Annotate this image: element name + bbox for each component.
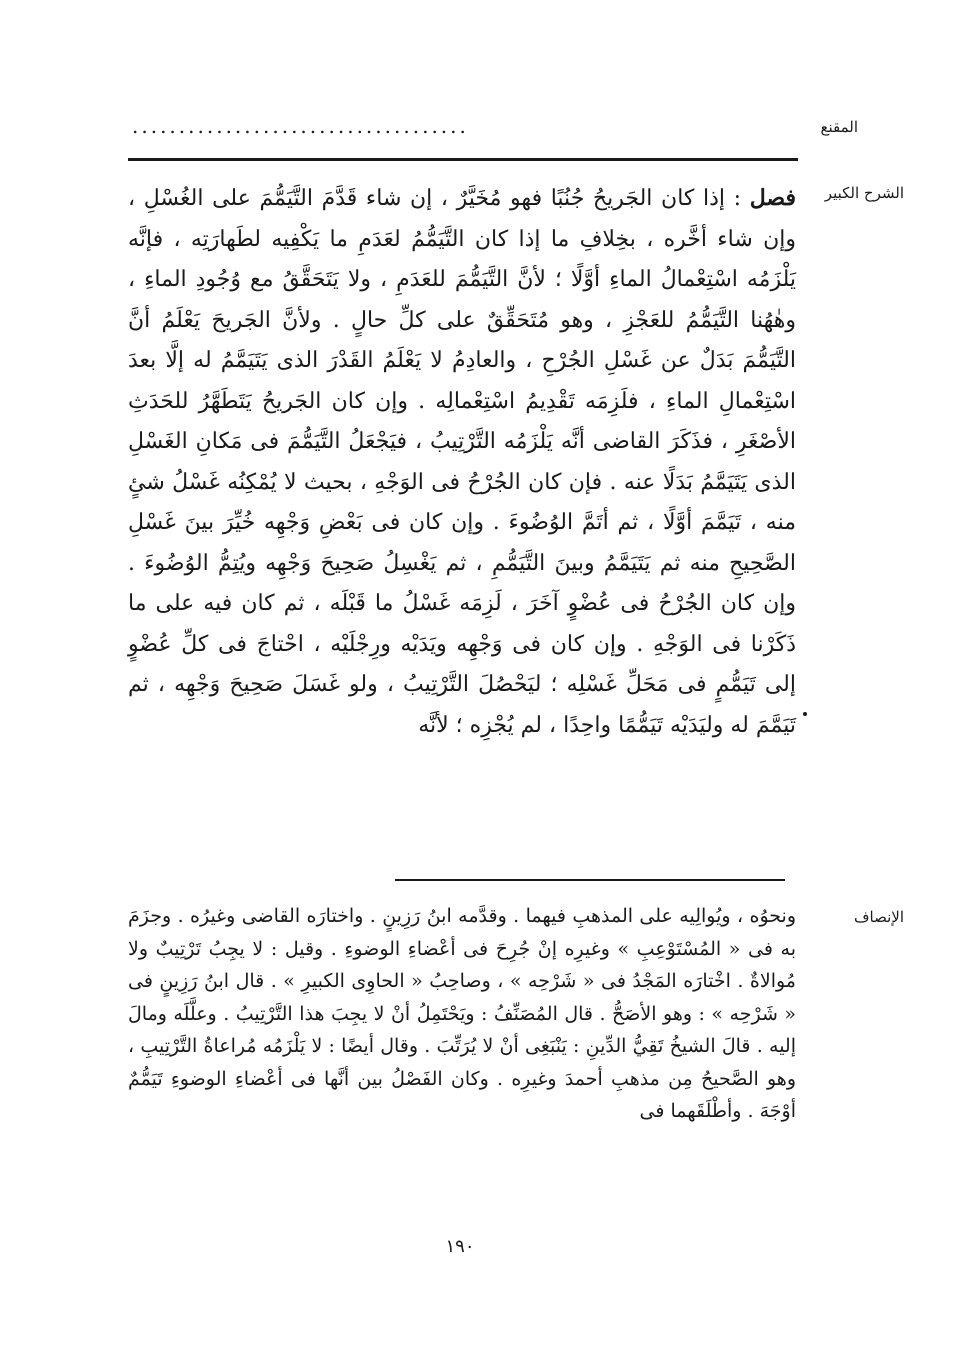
chapter-lead-word: فصل	[749, 185, 796, 211]
margin-mark	[803, 712, 807, 716]
section-label-insaf: الإنصاف	[853, 908, 904, 926]
page-number: ١٩٠	[445, 1236, 475, 1257]
header-dot-leader: ....................................	[132, 114, 469, 138]
header-rule	[128, 158, 798, 161]
insaf-text: ونحوُه ، ويُوالِيه على المذهبِ فيهما . وقدَّمه ابنُ رَزِينٍ . واختارَه القاضى وغيرُه . وجزَمَ به فى « المُسْتَوْعِبِ » وغيرِه إنْ جُرِحَ فى أعْضاءِ الوضوءِ . وقيل : لا يجِبُ تَرْتِيبٌ ولا مُوالاةٌ . اخْتارَه المَجْدُ فى « شَرْحِه » ، وصاحِبُ « الحاوِى الكبيرِ » . قال ابنُ رَزِينٍ فى « شَرْحِه » : وهو الأصَحُّ . قال المُصَنِّفُ : ويَحْتَمِلُ أنْ لا يجِبَ هذا التَّرْتِيبُ . وعلَّلَه ومالَ إليه . قالَ الشيخُ تَقِيُّ الدِّينِ : يَنْبَغِى أنْ لا يُرَتِّبَ . وقال أيضًا : لا يَلْزَمُه مُراعاةُ التَّرْتِيبِ ، وهو الصَّحيحُ مِن مذهبِ أحمدَ وغيرِه . وكان الفَصْلُ بين أنَّها فى أعْضاءِ الوضوءِ تَيَمُّمٌ أوْجَهَ . وأطْلَقَهما فى	[128, 905, 796, 1122]
footnote-separator	[395, 879, 785, 881]
section-label-sharh: الشرح الكبير	[824, 184, 904, 202]
book-title: المقنع	[820, 118, 858, 136]
main-text-body: : إذا كان الجَريحُ جُنُبًا فهو مُخَيَّرٌ ، إن شاء قَدَّمَ التَّيَمُّمَ على الغُسْلِ ، وإن شاء أخَّره ، بخِلافِ ما إذا كان التَّيَمُّمُ لعَدَمِ ما يَكْفِيه لطَهارَتِه ، فإنَّه يَلْزَمُه اسْتِعْمالُ الماءِ أوَّلًا ؛ لأنَّ التَّيَمُّمَ للعَدَمِ ، ولا يَتَحَقَّقُ مع وُجُودِ الماءِ ، وهٰهُنا التَّيَمُّمُ للعَجْزِ ، وهو مُتَحَقِّقٌ على كلِّ حالٍ . ولأنَّ الجَريحَ يَعْلَمُ أنَّ التَّيَمُّمَ بَدَلٌ عن غَسْلِ الجُرْحِ ، والعادِمُ لا يَعْلَمُ القَدْرَ الذى يَتَيَمَّمُ له إلَّا بعدَ اسْتِعْمالِ الماءِ ، فلَزِمَه تَقْدِيمُ اسْتِعْمالِه . وإن كان الجَريحُ يَتَطَهَّرُ للحَدَثِ الأصْغَرِ ، فذَكَرَ القاضى أنَّه يَلْزَمُه التَّرْتِيبُ ، فيَجْعَلُ التَّيَمُّمَ فى مَكانِ الغَسْلِ الذى يَتَيَمَّمُ بَدَلًا عنه . فإن كان الجُرْحُ فى الوَجْهِ ، بحيث لا يُمْكِنُه غَسْلُ شئٍ منه ، تَيَمَّمَ أوَّلًا ، ثم أتَمَّ الوُضُوءَ . وإن كان فى بَعْضِ وَجْهِه خُيِّرَ بينَ غَسْلِ الصَّحِيحِ منه ثم يَتَيَمَّمُ وبينَ التَّيَمُّمِ ، ثم يَغْسِلُ صَحِيحَ وَجْهِه ويُتِمُّ الوُضُوءَ . وإن كان الجُرْحُ فى عُضْوٍ آخَرَ ، لَزِمَه غَسْلُ ما قَبْلَه ، ثم كان فيه على ما ذَكَرْنا فى الوَجْهِ . وإن كان فى وَجْهِه ويَدَيْه ورِجْلَيْه ، احْتاجَ فى كلِّ عُضْوٍ إلى تَيَمُّمٍ فى مَحَلِّ غَسْلِه ؛ ليَحْصُلَ التَّرْتِيبُ ، ولو غَسَلَ صَحِيحَ وَجْهِه ، ثم تَيَمَّمَ له وليَدَيْه تَيَمُّمًا واحِدًا ، لم يُجْزِه ؛ لأنَّه	[128, 186, 797, 738]
main-text	[128, 178, 796, 746]
